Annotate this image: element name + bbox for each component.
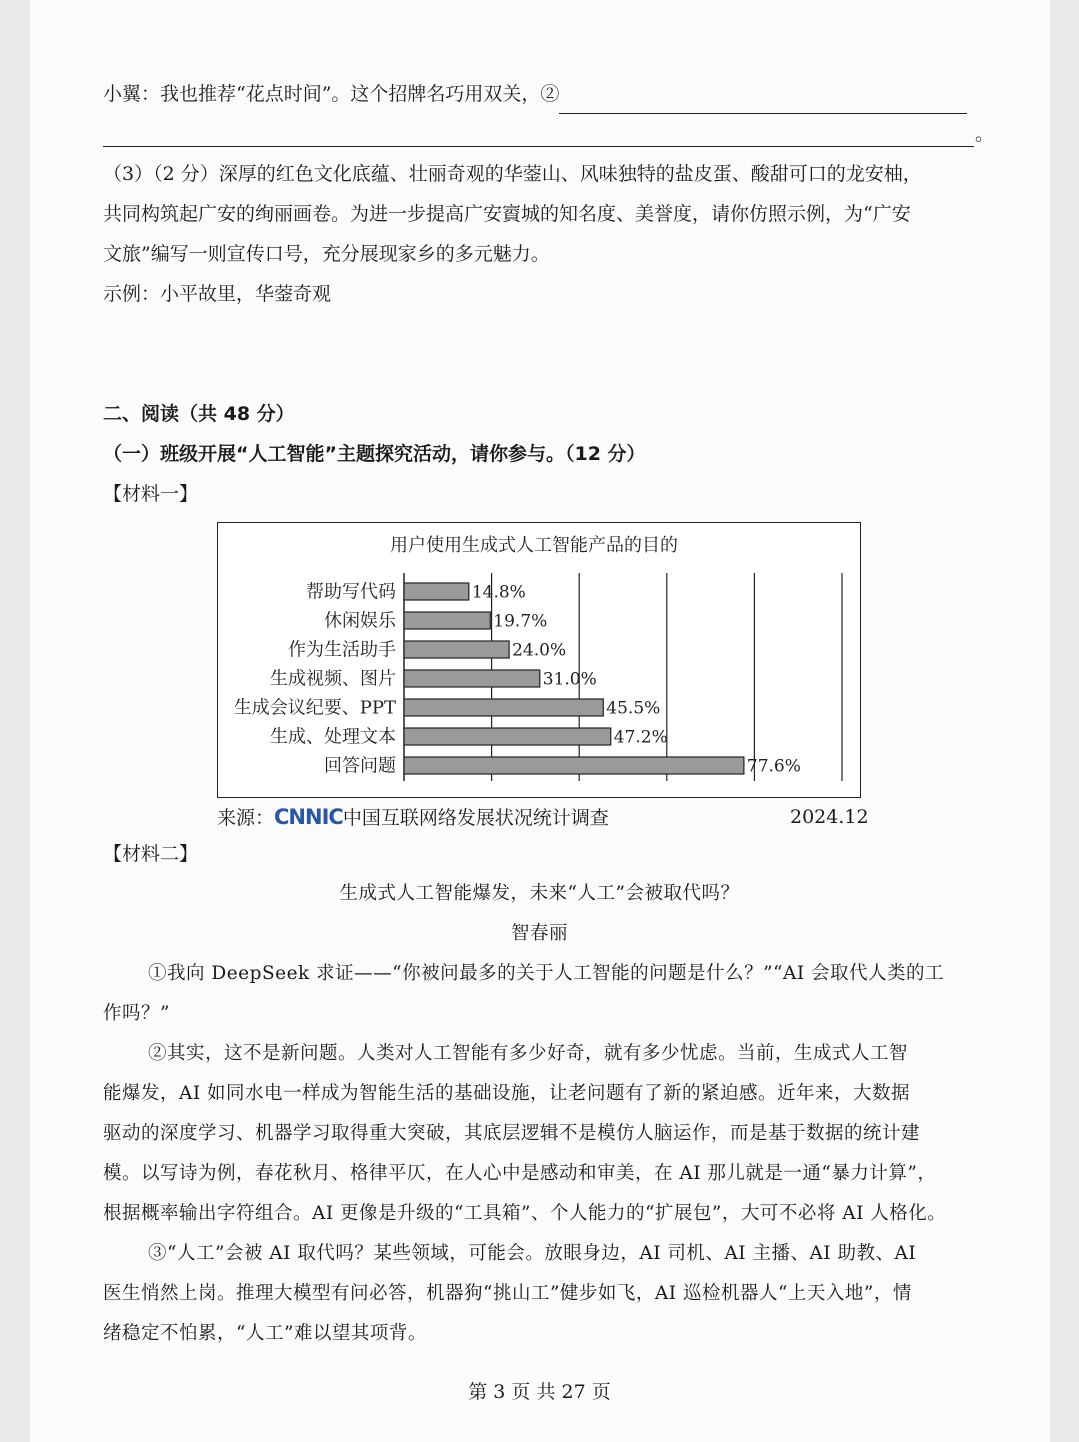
category-label: 作为生活助手	[288, 639, 396, 661]
value-label: 77.6%	[746, 756, 801, 777]
category-label: 帮助写代码	[306, 581, 396, 603]
bar-chart-svg	[218, 523, 860, 797]
bar	[404, 699, 603, 716]
bar	[404, 728, 611, 745]
page-footer: 第 3 页 共 27 页	[468, 1381, 611, 1403]
value-label: 31.0%	[542, 669, 597, 690]
chart-bars	[234, 582, 801, 777]
question-2-end: 。	[975, 123, 995, 145]
article-title: 生成式人工智能爆发，未来“人工”会被取代吗？	[339, 883, 740, 904]
article-line: 医生悄然上岗。推理大模型有问必答，机器狗“挑山工”健步如飞，AI 巡检机器人“上天入地”，情	[103, 1283, 912, 1304]
answer-blank[interactable]	[103, 120, 974, 147]
article-line: 作吗？”	[103, 1003, 170, 1024]
article-line: 模。以写诗为例，春花秋月、格律平仄，在人心中是感动和审美，在 AI 那儿就是一通“暴力计算”，	[103, 1163, 937, 1184]
bar	[404, 612, 490, 629]
bar	[404, 670, 540, 687]
material-2-label: 【材料二】	[103, 843, 199, 865]
material-1-label: 【材料一】	[103, 483, 199, 505]
subsection-title: （一）班级开展“人工智能”主题探究活动，请你参与。（12 分）	[103, 443, 646, 465]
bar	[404, 583, 469, 600]
answer-blank[interactable]	[559, 87, 967, 114]
chart-source	[217, 797, 609, 838]
bar	[404, 757, 744, 774]
category-label: 生成会议纪要、PPT	[233, 697, 396, 719]
category-label: 回答问题	[324, 755, 396, 777]
article-line: ②其实，这不是新问题。人类对人工智能有多少好奇，就有多少忧虑。当前，生成式人工智	[148, 1043, 909, 1064]
bar-chart	[217, 522, 861, 798]
chart-title: 用户使用生成式人工智能产品的目的	[390, 535, 678, 556]
article-line: 根据概率输出字符组合。AI 更像是升级的“工具箱”、个人能力的“扩展包”，大可不必将 AI 人格化。	[103, 1203, 947, 1224]
question-3-line-2: 共同构筑起广安的绚丽画卷。为进一步提高广安賨城的知名度、美誉度，请你仿照示例，为“广安	[103, 203, 911, 225]
question-3-line-3: 文旅”编写一则宣传口号，充分展现家乡的多元魅力。	[103, 243, 550, 265]
article-line: ③“人工”会被 AI 取代吗？某些领域，可能会。放眼身边，AI 司机、AI 主播、AI 助教、AI	[148, 1243, 917, 1264]
value-label: 45.5%	[606, 698, 661, 719]
source-date: 2024.12	[790, 806, 869, 828]
cnnic-logo: CNNIC	[274, 805, 343, 829]
article-line: 绪稳定不怕累，“人工”难以望其项背。	[103, 1323, 427, 1344]
category-label: 生成视频、图片	[270, 668, 396, 690]
value-label: 14.8%	[471, 582, 526, 603]
article-line: 能爆发，AI 如同水电一样成为智能生活的基础设施，让老问题有了新的紧迫感。近年来，大数据	[103, 1083, 911, 1104]
category-label: 休闲娱乐	[324, 610, 396, 632]
value-label: 24.0%	[512, 640, 567, 661]
bar	[404, 641, 509, 658]
question-2-line	[103, 74, 967, 114]
source-prefix: 来源：	[217, 807, 275, 829]
article-line: 驱动的深度学习、机器学习取得重大突破，其底层逻辑不是模仿人脑运作，而是基于数据的统计建	[103, 1123, 921, 1144]
category-label: 生成、处理文本	[270, 726, 396, 748]
value-label: 19.7%	[493, 611, 548, 632]
question-3-line-1: （3）（2 分）深厚的红色文化底蕴、壮丽奇观的华蓥山、风味独特的盐皮蛋、酸甜可口的龙安柚，	[103, 163, 922, 185]
article-author: 智春丽	[510, 923, 568, 944]
value-label: 47.2%	[613, 727, 668, 748]
question-3-example: 示例：小平故里，华蓥奇观	[103, 283, 332, 305]
question-2-text: 小翼：我也推荐“花点时间”。这个招牌名巧用双关，②	[103, 83, 560, 105]
source-name: 中国互联网络发展状况统计调查	[342, 807, 609, 829]
article-line: ①我向 DeepSeek 求证——“你被问最多的关于人工智能的问题是什么？”“AI 会取代人类的工	[148, 963, 945, 984]
section-title: 二、阅读（共 48 分）	[103, 403, 295, 425]
